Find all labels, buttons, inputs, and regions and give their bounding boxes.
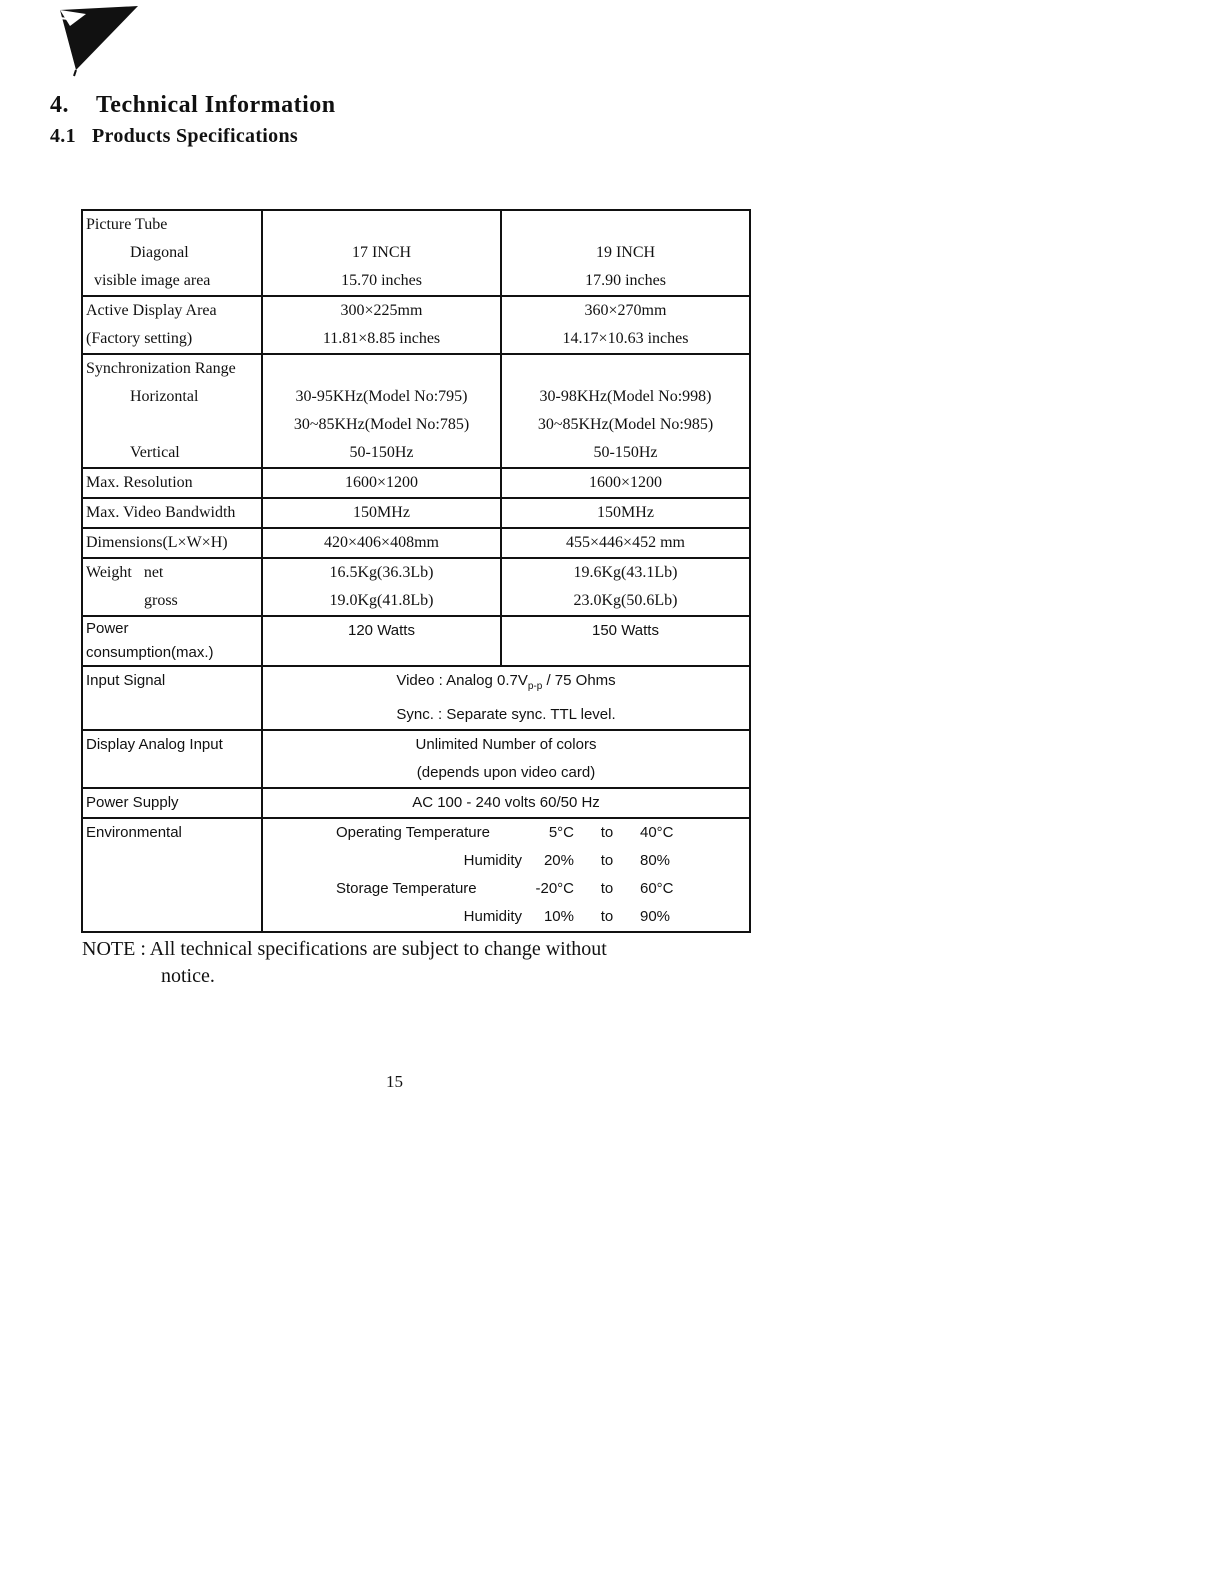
section-heading — [50, 92, 336, 119]
environment-grid — [336, 819, 746, 931]
weight-net-label: Weight net — [86, 564, 164, 581]
visible-area-label: visible image area — [94, 272, 211, 289]
sync-19-h1: 30-98KHz(Model No:998) — [539, 388, 712, 405]
table-row — [82, 558, 750, 616]
weight-17-gross: 19.0Kg(41.8Lb) — [329, 592, 434, 609]
env-max: 90% — [640, 908, 671, 925]
table-row — [82, 666, 750, 730]
active-17-inches: 11.81×8.85 inches — [322, 330, 441, 347]
env-max: 40°C — [640, 824, 674, 841]
sync-19-vertical: 50-150Hz — [593, 444, 658, 461]
cell-19-bandwidth: 150MHz — [501, 498, 750, 528]
tube-17-visible: 15.70 inches — [341, 272, 422, 289]
note — [82, 936, 742, 990]
input-signal-video — [266, 667, 746, 701]
active-19-inches: 14.17×10.63 inches — [562, 330, 689, 347]
table-row — [82, 818, 750, 932]
video-text: Video : Analog 0.7V — [396, 672, 528, 689]
tube-17-size: 17 INCH — [351, 244, 412, 261]
row-label-sync — [82, 354, 262, 468]
row-label-bandwidth: Max. Video Bandwidth — [82, 498, 262, 528]
horizontal-label: Horizontal — [130, 388, 199, 405]
active-display-label: Active Display Area — [86, 302, 217, 319]
env-name: Operating Temperature — [336, 824, 490, 841]
weight-19-net: 19.6Kg(43.1Lb) — [573, 564, 678, 581]
input-signal-sync: Sync. : Separate sync. TTL level. — [396, 706, 616, 723]
env-to: to — [600, 824, 614, 841]
sync-17-vertical: 50-150Hz — [349, 444, 414, 461]
specifications-table — [81, 209, 751, 933]
cell-19-sync — [501, 354, 750, 468]
sync-17-h1: 30-95KHz(Model No:795) — [295, 388, 468, 405]
cell-17-power: 120 Watts — [262, 616, 501, 666]
cell-17-bandwidth: 150MHz — [262, 498, 501, 528]
table-row — [82, 498, 750, 528]
colors-text: Unlimited Number of colors — [415, 736, 597, 753]
env-to: to — [600, 852, 614, 869]
table-row — [82, 210, 750, 296]
env-min: -20°C — [535, 880, 574, 897]
tube-19-visible: 17.90 inches — [585, 272, 666, 289]
env-to: to — [600, 880, 614, 897]
sync-19-h2: 30~85KHz(Model No:985) — [537, 416, 714, 433]
picture-tube-label: Picture Tube — [86, 216, 168, 233]
note-line-2: notice. — [161, 965, 215, 987]
table-row — [82, 468, 750, 498]
diagonal-label: Diagonal — [130, 244, 189, 261]
table-row — [82, 616, 750, 666]
subsection-title: Products Specifications — [92, 125, 298, 147]
row-label-display-analog: Display Analog Input — [82, 730, 262, 788]
row-label-input-signal: Input Signal — [82, 666, 262, 730]
subsection-heading — [50, 125, 298, 148]
cell-environmental — [262, 818, 750, 932]
vertical-label: Vertical — [130, 444, 180, 461]
active-19-mm: 360×270mm — [584, 302, 667, 319]
env-name: Humidity — [463, 908, 522, 925]
env-min: 5°C — [548, 824, 574, 841]
cell-19-dimensions: 455×446×452 mm — [501, 528, 750, 558]
section-title: Technical Information — [96, 92, 336, 118]
env-min: 20% — [543, 852, 574, 869]
env-to: to — [600, 908, 614, 925]
video-subscript: p-p — [527, 681, 543, 692]
env-name: Storage Temperature — [336, 880, 477, 897]
row-label-picture-tube — [82, 210, 262, 296]
cell-19-active-display — [501, 296, 750, 354]
video-impedance: / 75 Ohms — [542, 672, 616, 689]
cell-power-supply: AC 100 - 240 volts 60/50 Hz — [262, 788, 750, 818]
table-row — [82, 528, 750, 558]
tube-19-size: 19 INCH — [595, 244, 656, 261]
cell-input-signal — [262, 666, 750, 730]
row-label-dimensions: Dimensions(L×W×H) — [82, 528, 262, 558]
env-max: 80% — [640, 852, 671, 869]
cell-19-weight — [501, 558, 750, 616]
row-label-max-resolution: Max. Resolution — [82, 468, 262, 498]
note-line-1: NOTE : All technical specifications are subject to change without — [82, 938, 607, 960]
cell-17-sync — [262, 354, 501, 468]
row-label-environmental: Environmental — [82, 818, 262, 932]
factory-setting-label: (Factory setting) — [86, 330, 193, 347]
cell-19-power: 150 Watts — [501, 616, 750, 666]
cell-19-max-resolution: 1600×1200 — [501, 468, 750, 498]
sync-17-h2: 30~85KHz(Model No:785) — [293, 416, 470, 433]
env-max: 60°C — [640, 880, 674, 897]
cell-17-picture-tube — [262, 210, 501, 296]
cell-display-analog — [262, 730, 750, 788]
sync-range-label: Synchronization Range — [86, 360, 236, 377]
table-row — [82, 296, 750, 354]
env-min: 10% — [543, 908, 574, 925]
cell-19-picture-tube — [501, 210, 750, 296]
page-number: 15 — [386, 1072, 403, 1091]
cell-17-max-resolution: 1600×1200 — [262, 468, 501, 498]
table-row — [82, 730, 750, 788]
weight-17-net: 16.5Kg(36.3Lb) — [329, 564, 434, 581]
cell-17-active-display — [262, 296, 501, 354]
cell-17-weight — [262, 558, 501, 616]
row-label-power-supply: Power Supply — [82, 788, 262, 818]
row-label-weight — [82, 558, 262, 616]
subsection-number: 4.1 — [50, 125, 76, 147]
company-logo — [56, 4, 146, 78]
section-number: 4. — [50, 92, 69, 118]
video-card-text: (depends upon video card) — [416, 764, 596, 781]
weight-19-gross: 23.0Kg(50.6Lb) — [573, 592, 678, 609]
active-17-mm: 300×225mm — [340, 302, 423, 319]
table-row — [82, 788, 750, 818]
env-name: Humidity — [463, 852, 522, 869]
table-row — [82, 354, 750, 468]
cell-17-dimensions: 420×406×408mm — [262, 528, 501, 558]
weight-gross-label: gross — [144, 592, 178, 609]
row-label-active-display — [82, 296, 262, 354]
row-label-power: Power consumption(max.) — [82, 616, 262, 666]
